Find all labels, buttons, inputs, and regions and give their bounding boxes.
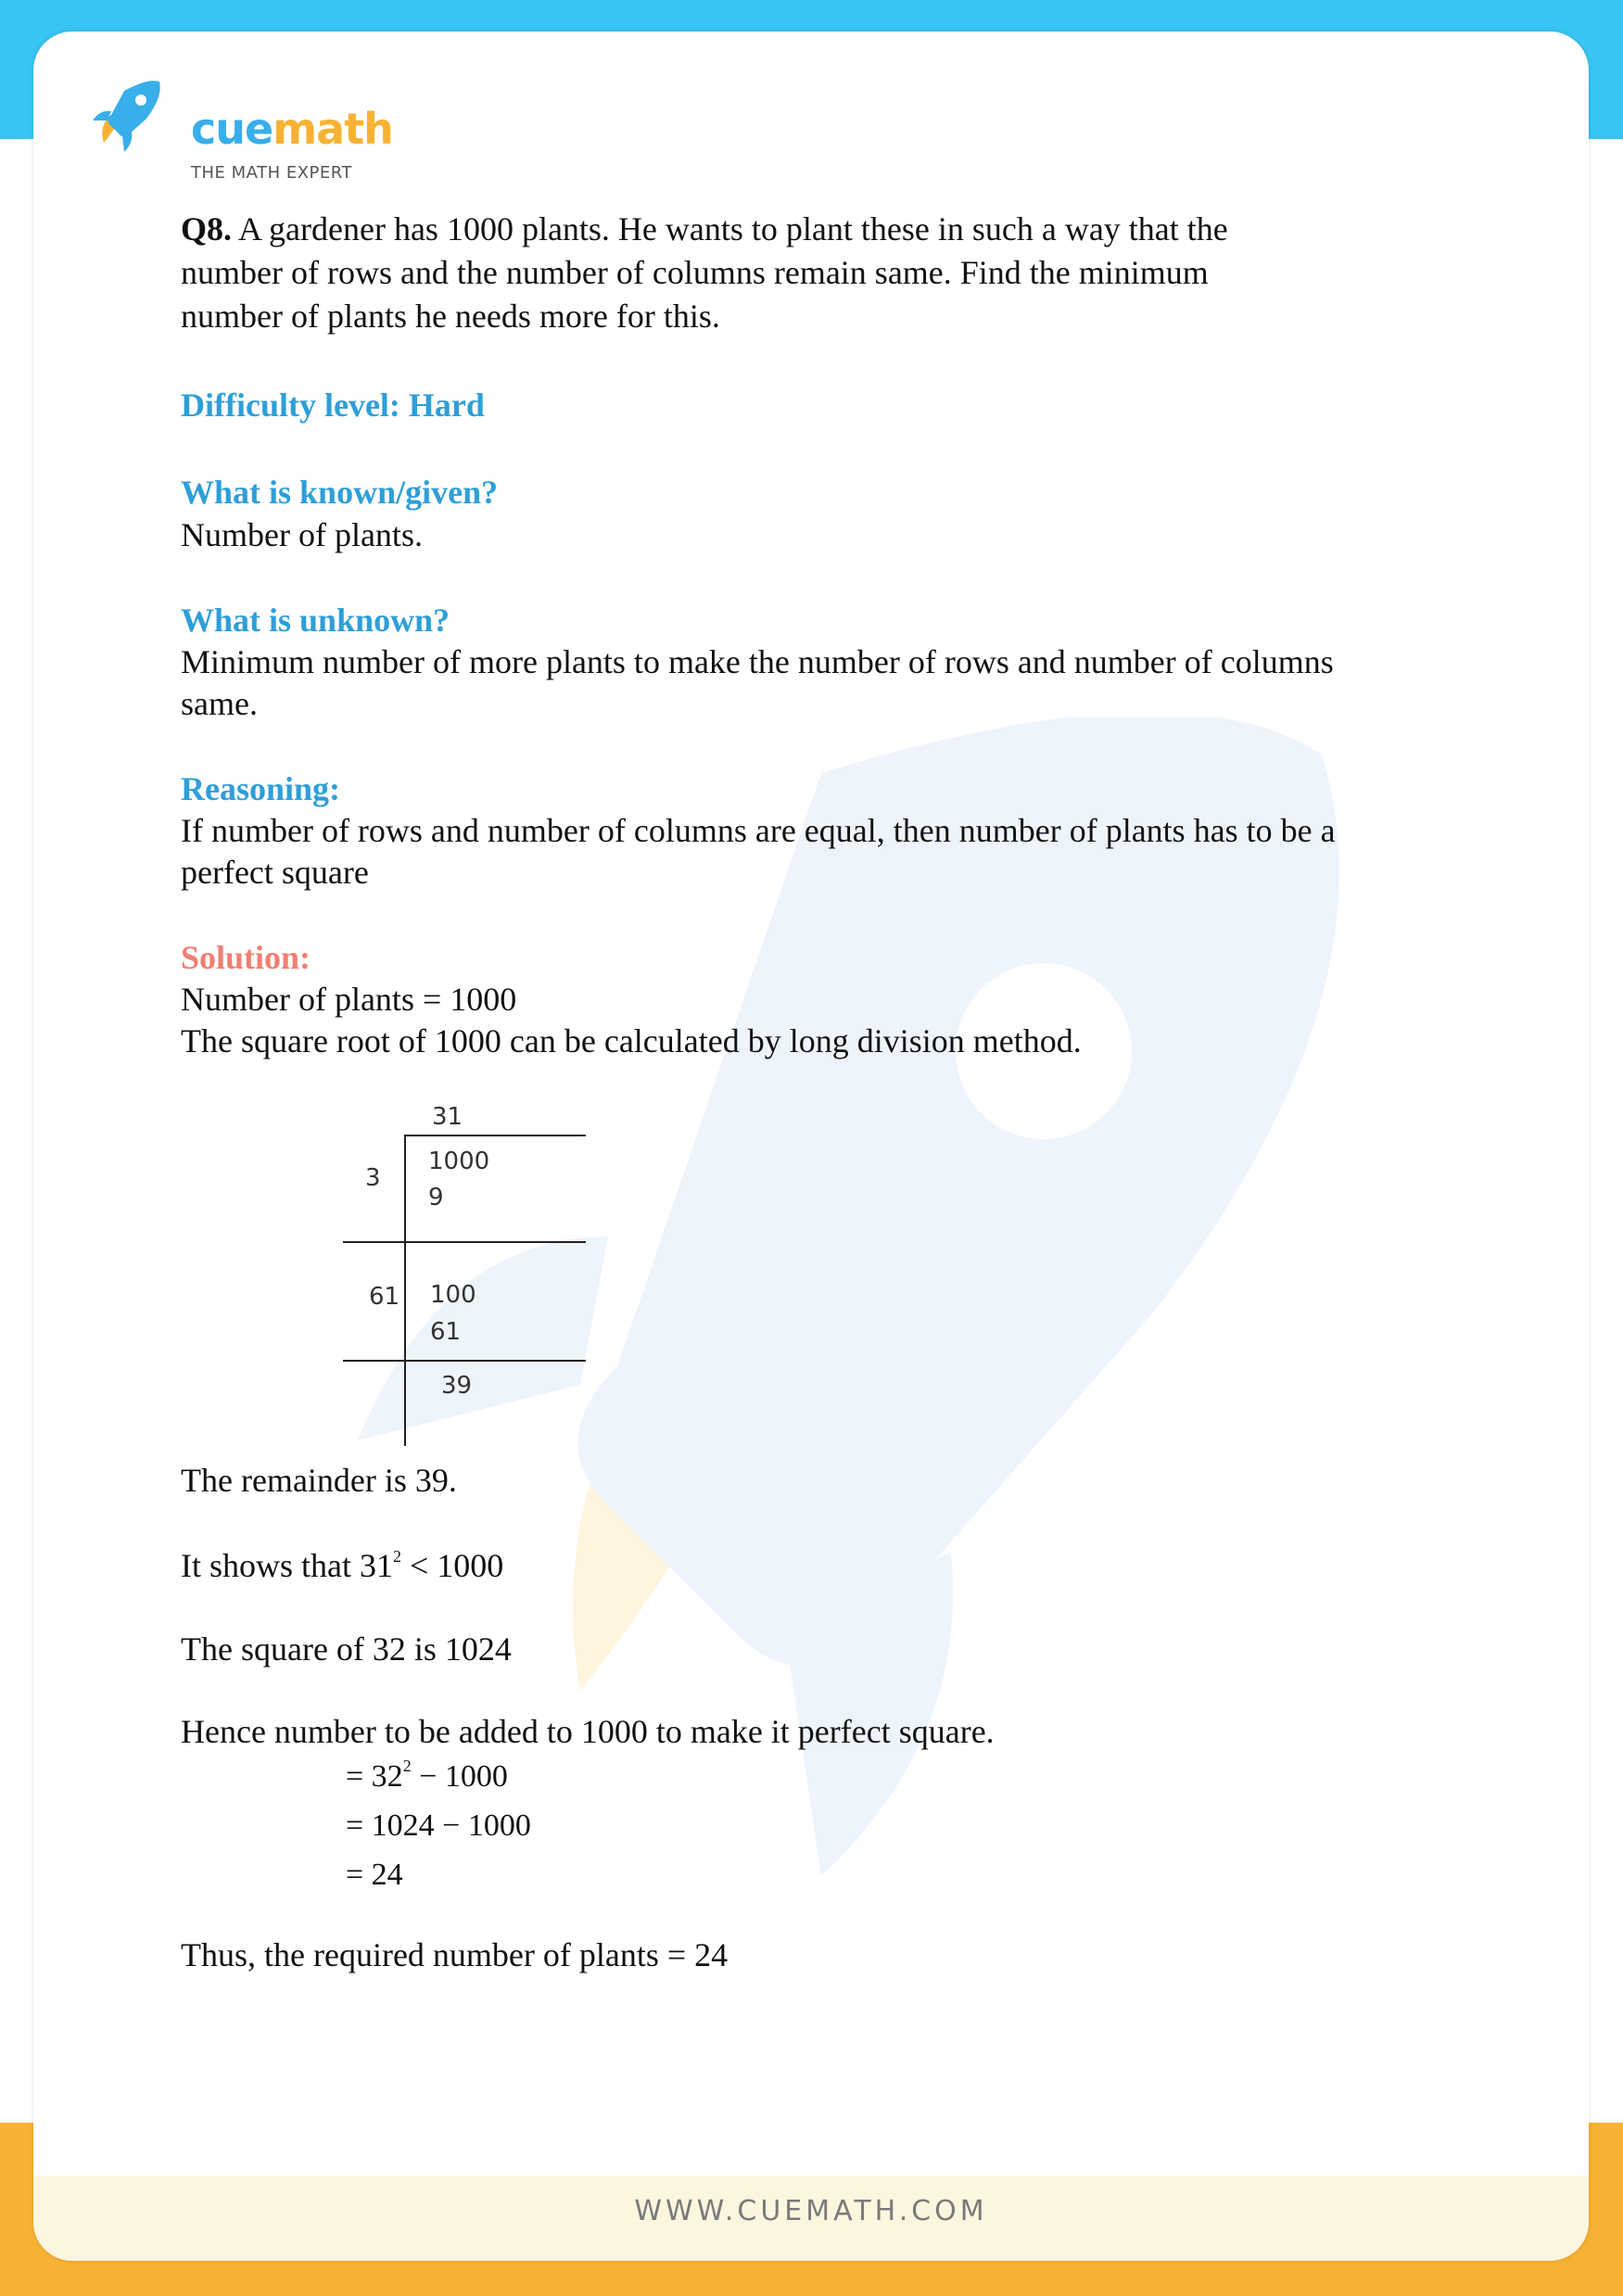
- remainder-text: The remainder is 39.: [181, 1462, 457, 1499]
- page-card: [33, 32, 1589, 2261]
- reasoning-line-1: If number of rows and number of columns are equal, then number of plants has to be a: [181, 812, 1336, 849]
- brand-name-cue: cue: [191, 104, 273, 154]
- question-line-2: number of rows and the number of columns remain same. Find the minimum: [181, 254, 1209, 291]
- difficulty-heading: Difficulty level: Hard: [181, 387, 485, 424]
- question-text-1: A gardener has 1000 plants. He wants to plant these in such a way that the: [238, 210, 1228, 247]
- question-label: Q8.: [181, 210, 233, 247]
- unknown-line-1: Minimum number of more plants to make the number of rows and number of columns: [181, 643, 1334, 680]
- reasoning-line-2: perfect square: [181, 854, 369, 891]
- step-1-pre: = 32: [346, 1759, 403, 1794]
- known-heading: What is known/given?: [181, 474, 499, 511]
- footer-url: WWW.CUEMATH.COM: [634, 2195, 988, 2227]
- reasoning-heading: Reasoning:: [181, 770, 341, 807]
- division-remainder-1: 100: [430, 1281, 476, 1309]
- solution-method: The square root of 1000 can be calculated by long division method.: [181, 1022, 1082, 1059]
- step-1-post: − 1000: [411, 1759, 508, 1794]
- step-1-exponent: 2: [402, 1757, 412, 1775]
- step-3: = 24: [346, 1858, 403, 1892]
- square-text: The square of 32 is 1024: [181, 1630, 512, 1668]
- division-line-3: [343, 1360, 586, 1362]
- known-text: Number of plants.: [181, 516, 423, 553]
- question-line-3: number of plants he needs more for this.: [181, 298, 720, 335]
- question-line-1: [181, 208, 1228, 251]
- shows-exponent: 2: [393, 1547, 401, 1566]
- unknown-line-2: same.: [181, 685, 258, 722]
- division-top-line: [404, 1135, 586, 1136]
- brand-name-math: math: [273, 104, 393, 154]
- division-sub-1: 9: [428, 1184, 444, 1211]
- solution-plants: Number of plants = 1000: [181, 981, 517, 1018]
- division-divisor-1: 3: [365, 1164, 381, 1192]
- brand-tagline: THE MATH EXPERT: [191, 163, 352, 183]
- shows-base: 31: [360, 1547, 393, 1584]
- shows-line: [181, 1544, 503, 1588]
- division-dividend: 1000: [428, 1148, 490, 1175]
- cuemath-rocket-logo-icon: [91, 78, 161, 154]
- division-line-2: [343, 1241, 586, 1243]
- division-remainder: 39: [441, 1372, 473, 1400]
- division-vertical-line: [404, 1135, 406, 1446]
- brand-name: [191, 104, 393, 154]
- shows-rest: < 1000: [401, 1547, 504, 1584]
- division-divisor-2: 61: [369, 1283, 400, 1311]
- hence-text: Hence number to be added to 1000 to make it perfect square.: [181, 1713, 995, 1750]
- shows-prefix: It shows that: [181, 1547, 351, 1584]
- solution-heading: Solution:: [181, 939, 311, 976]
- conclusion-text: Thus, the required number of plants = 24: [181, 1936, 729, 1973]
- step-2: = 1024 − 1000: [346, 1808, 531, 1843]
- unknown-heading: What is unknown?: [181, 602, 450, 639]
- step-1: [346, 1755, 508, 1798]
- division-quotient: 31: [432, 1103, 463, 1131]
- division-sub-2: 61: [430, 1318, 462, 1346]
